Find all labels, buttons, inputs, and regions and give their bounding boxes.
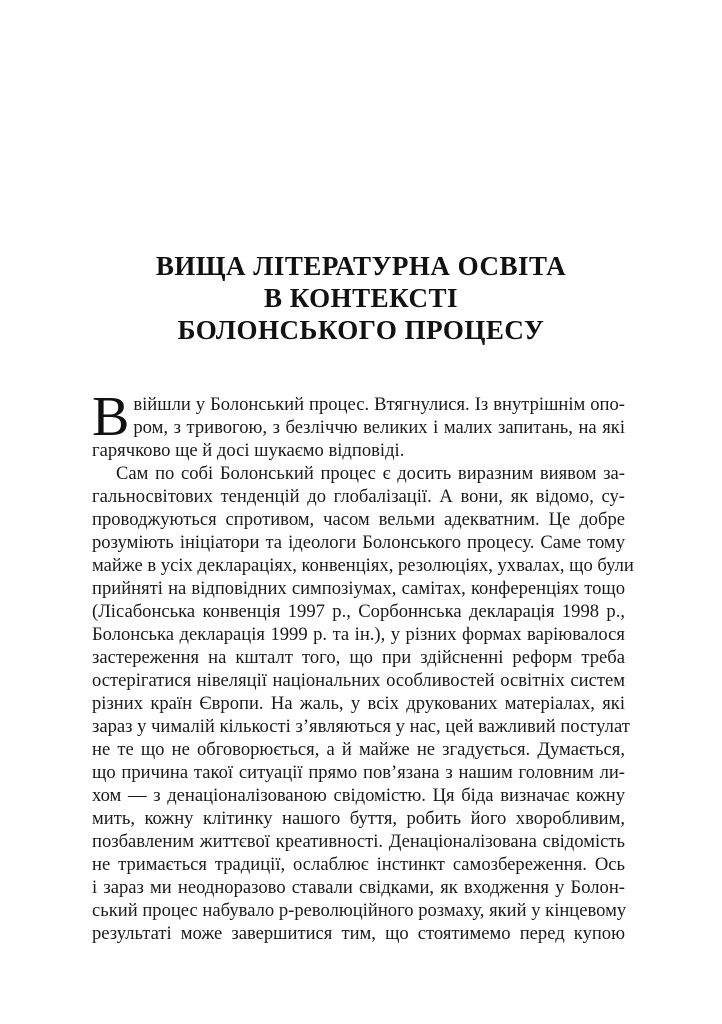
text-line: Болонська декларація 1999 р. та ін.), у різних формах варіювалося [92, 624, 625, 645]
chapter-title-line-3: БОЛОНСЬКОГО ПРОЦЕСУ [177, 315, 545, 345]
chapter-body [92, 386, 634, 945]
text-line: не те що не обговорюється, а й майже не згадується. Думається, [92, 739, 625, 760]
text-line: не тримається традиції, ослаблює інстинкт самозбереження. Ось [92, 854, 625, 875]
paragraph-1 [92, 386, 625, 462]
text-line: мить, кожну клітинку нашого буття, робить його хворобливим, [92, 808, 625, 829]
text-line: застереження на кшталт того, що при здійсненні реформ треба [92, 647, 625, 668]
text-line: остерігатися нівеляції національних особливостей освітніх систем [92, 670, 625, 691]
text-line: гарячково ще й досі шукаємо відповіді. [92, 440, 405, 461]
text-line: розуміють ініціатори та ідеологи Болонського процесу. Саме тому [92, 532, 625, 553]
text-line: що причина такої ситуації прямо пов’язана з нашим головним ли- [92, 762, 625, 783]
chapter-title-line-1: ВИЩА ЛІТЕРАТУРНА ОСВІТА [155, 251, 567, 281]
text-line: майже в усіх деклараціях, конвенціях, резолюціях, ухвалах, що були [92, 555, 634, 576]
text-line: гальносвітових тенденцій до глобалізації. А вони, як відомо, су- [92, 486, 625, 507]
text-line: зараз у чималій кількості з’являються у нас, цей важливий постулат [92, 716, 630, 737]
drop-cap: В [92, 386, 130, 448]
text-line: ський процес набувало р-революційного розмаху, який у кінцевому [92, 900, 627, 921]
text-line: Сам по собі Болонський процес є досить виразним виявом за- [116, 463, 625, 484]
text-line: (Лісабонська конвенція 1997 р., Сорбоннська декларація 1998 р., [92, 601, 625, 622]
text-line: результаті може завершитися тим, що стоятимемо перед купою [92, 923, 625, 944]
chapter-title [0, 250, 722, 346]
text-line: ром, з тривогою, з безліччю великих і малих запитань, на які [133, 417, 625, 438]
chapter-title-line-2: В КОНТЕКСТІ [263, 283, 459, 313]
text-line: різних країн Європи. На жаль, у всіх друкованих матеріалах, які [92, 693, 625, 714]
text-line: хом — з денаціоналізованою свідомістю. Ця біда визначає кожну [92, 785, 625, 806]
text-line: і зараз ми неодноразово ставали свідками, як входження у Болон- [92, 877, 625, 898]
text-line: війшли у Болонський процес. Втягнулися. Із внутрішнім опо- [133, 394, 625, 415]
text-line: позбавленим життєвої креативності. Денаціоналізована свідомість [92, 831, 625, 852]
paragraph-2 [92, 462, 634, 945]
text-line: прийняті на відповідних симпозіумах, самітах, конференціях тощо [92, 578, 625, 599]
text-line: проводжуються спротивом, часом вельми адекватним. Це добре [92, 509, 625, 530]
